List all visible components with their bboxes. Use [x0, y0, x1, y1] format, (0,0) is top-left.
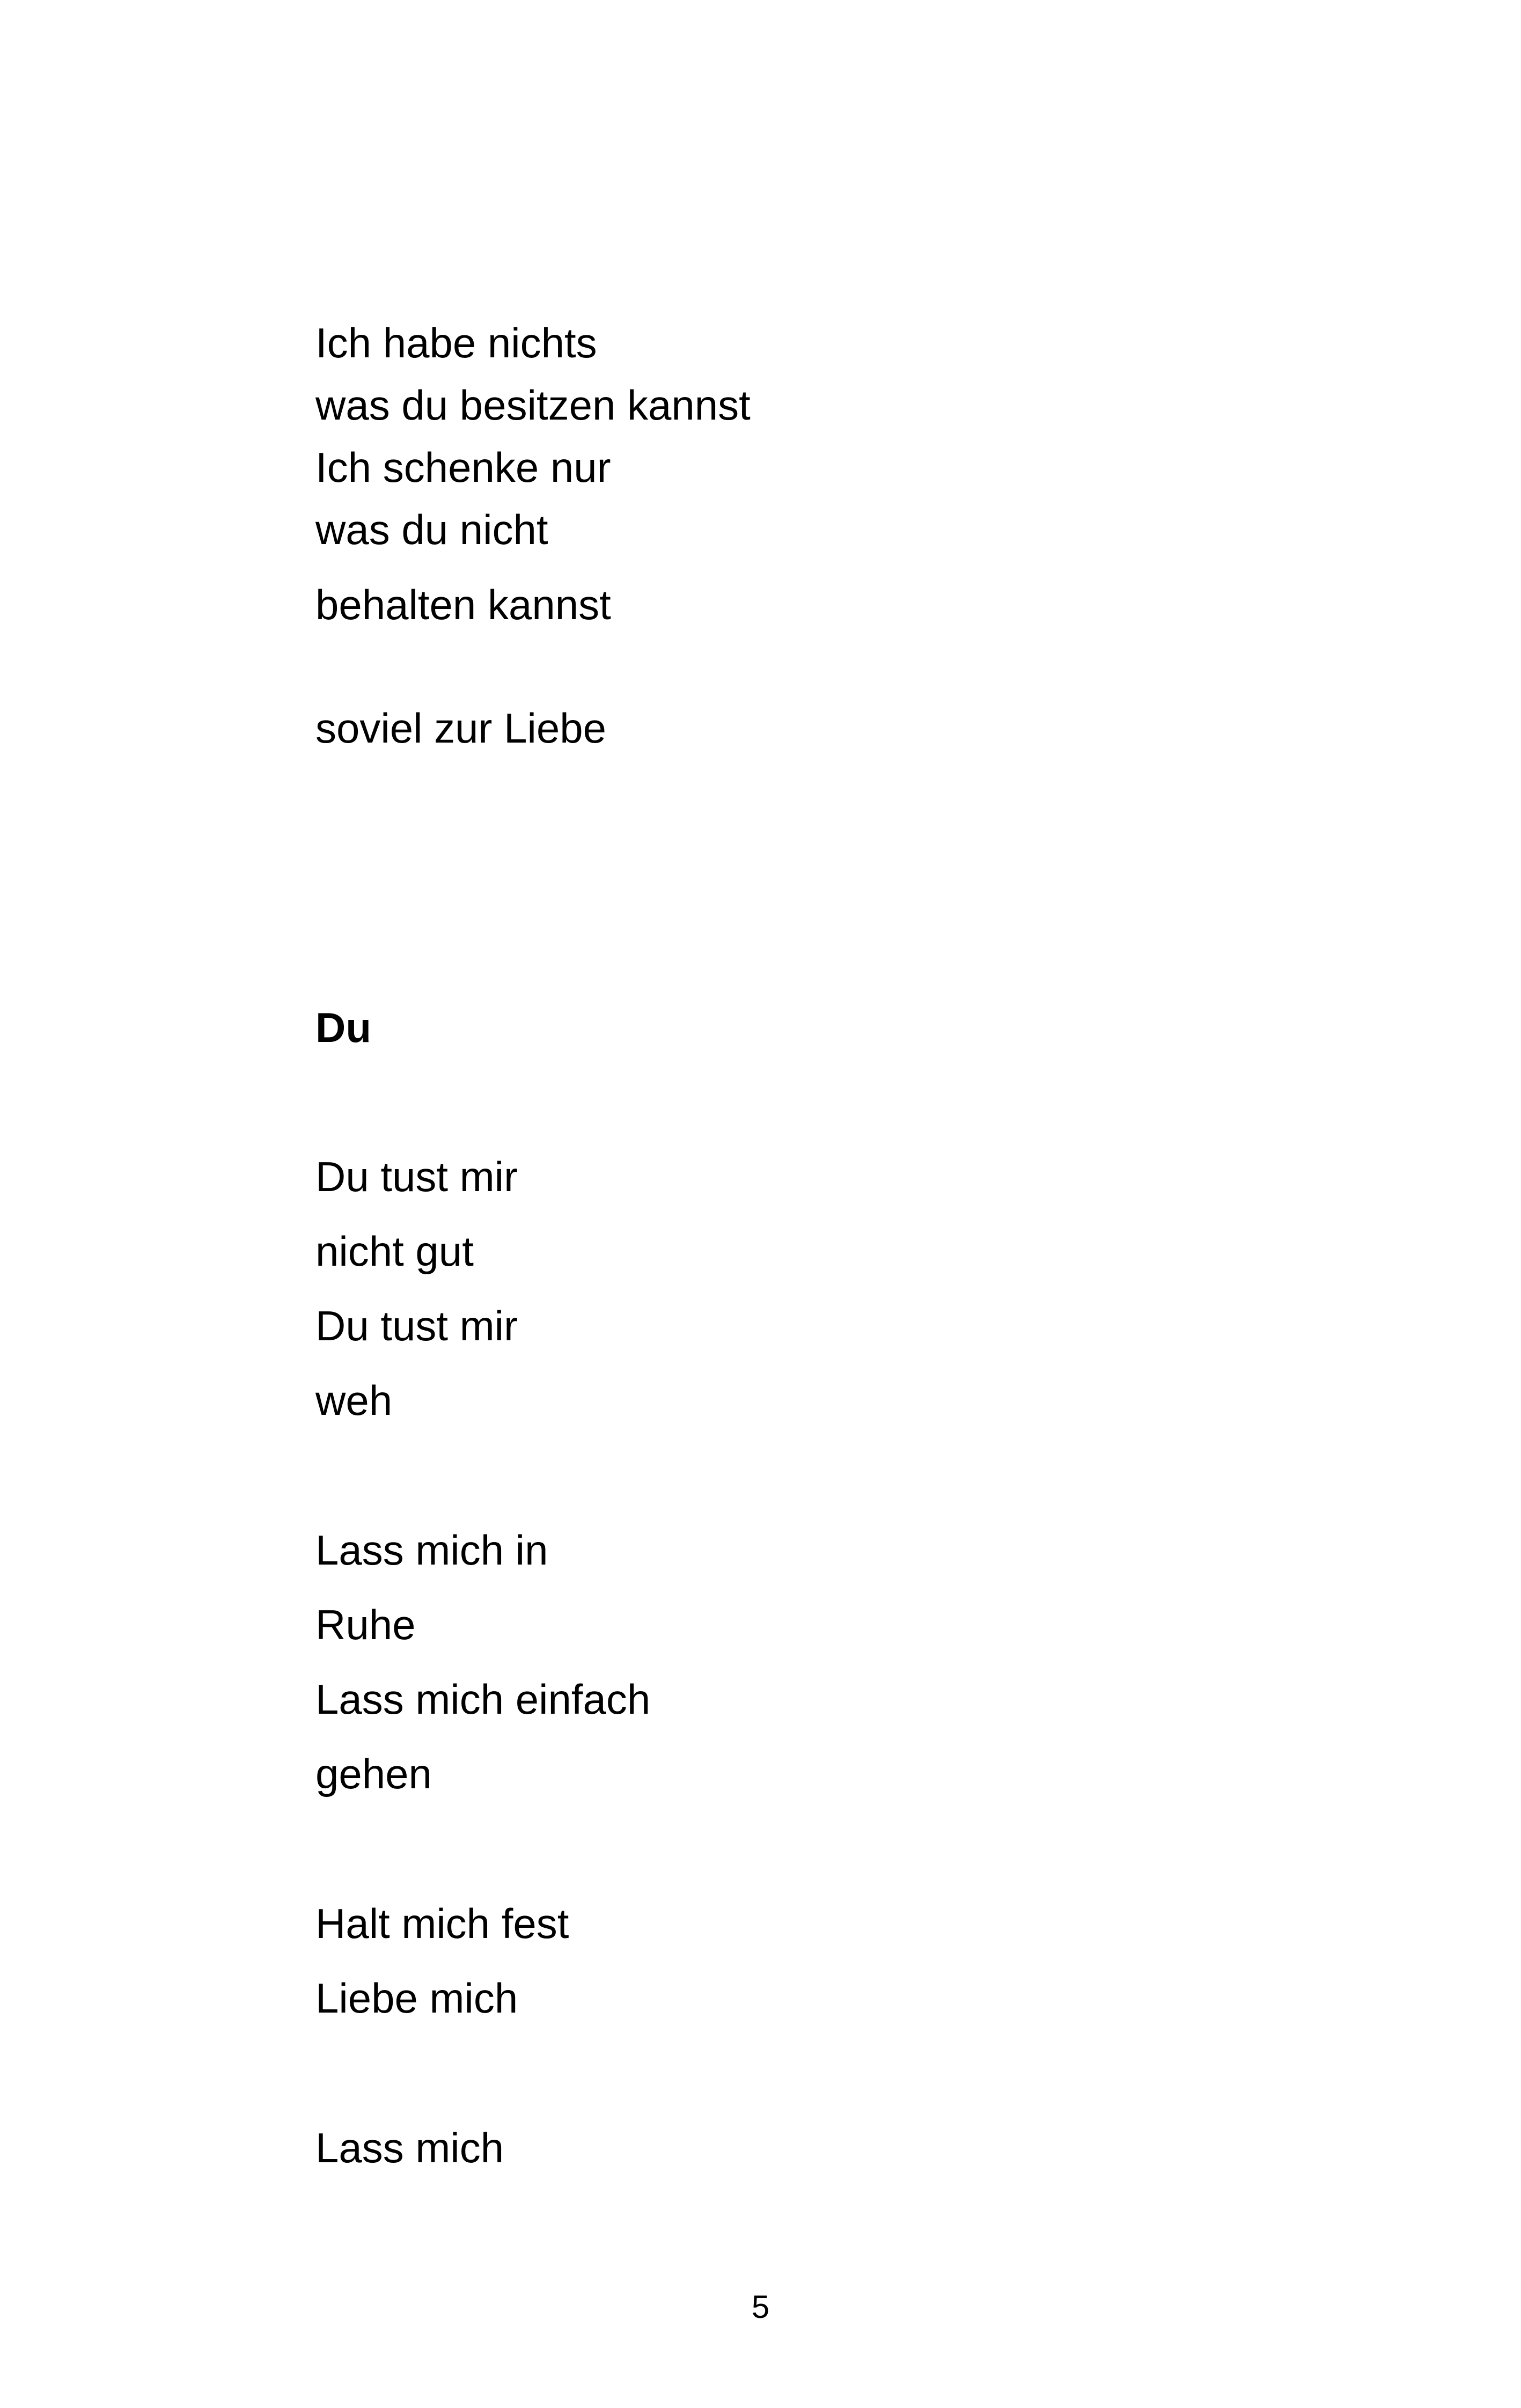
poem-2-line: Liebe mich: [315, 1974, 518, 2022]
poem-2-line: nicht gut: [315, 1228, 474, 1275]
poem-2-line: Ruhe: [315, 1601, 416, 1648]
poem-2-line: Lass mich in: [315, 1526, 548, 1574]
poem-1-line: behalten kannst: [315, 581, 611, 628]
poem-2-line: Lass mich: [315, 2124, 504, 2171]
poem-1-line: Ich schenke nur: [315, 444, 611, 491]
poem-2-line: weh: [315, 1377, 393, 1424]
poem-2-line: Lass mich einfach: [315, 1676, 651, 1723]
poem-2-line: Du tust mir: [315, 1153, 518, 1200]
poem-1-line: was du besitzen kannst: [315, 381, 751, 429]
poem-1-line: Ich habe nichts: [315, 319, 597, 366]
poem-1-line: was du nicht: [315, 506, 548, 553]
poem-2-line: gehen: [315, 1750, 432, 1797]
page-number: 5: [751, 2289, 770, 2325]
poem-2-line: Du tust mir: [315, 1302, 518, 1349]
poem-title: Du: [315, 1004, 371, 1051]
poem-1-line: soviel zur Liebe: [315, 704, 606, 752]
poem-2-line: Halt mich fest: [315, 1900, 569, 1947]
